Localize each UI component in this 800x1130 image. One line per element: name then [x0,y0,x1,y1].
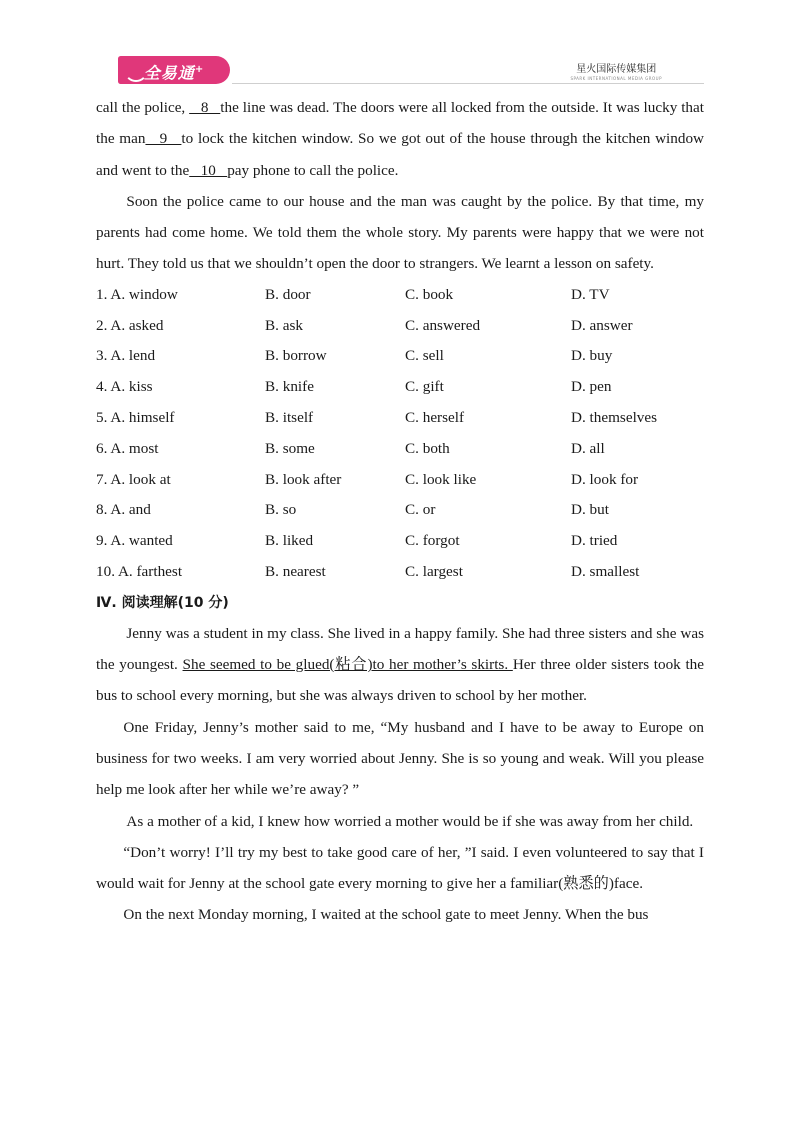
reading-paragraph: “Don’t worry! I’ll try my best to take good care of her, ”I said. I even volunteered to say that I would wait for Jenny at the school gate every morning to give her a familiar(熟悉的)face. [96,843,704,893]
option-row [96,280,704,311]
option-choice: 5. A. himself [96,408,175,426]
option-choice: D. look for [571,470,639,488]
option-choice: B. itself [265,408,314,426]
option-row [96,372,704,403]
option-choice: D. pen [571,378,612,396]
option-choice: C. largest [405,562,463,580]
option-choice: 9. A. wanted [96,532,173,550]
option-choice: C. forgot [405,532,460,550]
page-content [96,92,704,931]
text-run: the line was dead. The doors were all locked from the outside. It was lucky that the man [96,99,704,148]
options-list [96,280,704,588]
option-choice: B. nearest [265,562,326,580]
section-title: Ⅳ. 阅读理解(10 分) [96,594,229,611]
option-choice: D. but [571,501,609,519]
option-choice: D. answer [571,316,633,334]
publisher-mark [570,60,662,81]
option-choice: 7. A. look at [96,470,171,488]
reading-paragraph [96,618,704,712]
option-row [96,557,704,588]
option-choice: C. book [405,285,454,303]
option-choice: B. liked [265,532,314,550]
swoosh-icon [124,58,148,82]
text-run: to lock the kitchen window. So we got out of the house through the kitchen window and went to the [96,130,704,179]
passage-paragraph [96,92,704,186]
option-choice: D. smallest [571,562,640,580]
option-row [96,403,704,434]
option-row [96,526,704,557]
option-choice: C. answered [405,316,481,334]
underlined-sentence: She seemed to be glued(粘合)to her mother’s skirts. [182,656,513,674]
logo-text: 全易通 [143,63,195,83]
option-choice: C. both [405,439,450,457]
option-choice: 4. A. kiss [96,378,153,396]
option-row [96,434,704,465]
text-run: Her three older sisters took the bus to school every morning, but she was always driven to school by her mother. [96,656,704,705]
option-choice: B. look after [265,470,342,488]
reading-paragraph: As a mother of a kid, I knew how worried a mother would be if she was away from her child. [126,812,694,830]
option-row [96,495,704,526]
header-divider [232,83,704,84]
publisher-subtitle: SPARK INTERNATIONAL MEDIA GROUP [570,76,662,81]
option-choice: B. so [265,501,297,519]
option-row [96,311,704,342]
reading-paragraph: On the next Monday morning, I waited at the school gate to meet Jenny. When the bus [123,906,649,924]
blank-9: 9 [145,130,182,148]
option-row [96,465,704,496]
option-choice: C. gift [405,378,444,396]
option-row [96,341,704,372]
passage-paragraph: Soon the police came to our house and the man was caught by the police. By that time, my parents had come home. We told them the whole story. My parents were happy that we were not hurt. They told us that we shouldn’t open the door to strangers. We learnt a lesson on safety. [96,192,704,273]
blank-10: 10 [189,161,228,179]
publisher-name: 星火国际传媒集团 [576,64,657,75]
option-choice: C. sell [405,347,444,365]
option-choice: 3. A. lend [96,347,156,365]
option-choice: C. herself [405,408,465,426]
option-choice: B. borrow [265,347,327,365]
blank-8: 8 [189,99,221,116]
option-choice: D. themselves [571,408,658,426]
text-run: Jenny was a student in my class. She lived in a happy family. She had three sisters and she was the youngest. [96,624,704,674]
option-choice: B. ask [265,316,303,334]
option-choice: B. some [265,439,315,457]
plus-icon: + [194,64,205,75]
reading-paragraph: One Friday, Jenny’s mother said to me, “My husband and I have to be away to Europe on business for two weeks. I am very worried about Jenny. She is so young and weak. Will you please help me look after her while we’re away? ” [96,718,704,799]
option-choice: 6. A. most [96,439,159,457]
option-choice: D. all [571,439,605,457]
option-choice: C. look like [405,470,477,488]
option-choice: D. buy [571,347,613,365]
text-run: call the police, [96,99,190,116]
option-choice: D. TV [571,285,610,303]
option-choice: C. or [405,501,436,519]
option-choice: 10. A. farthest [96,562,183,580]
option-choice: 8. A. and [96,501,151,519]
option-choice: B. door [265,285,311,303]
option-choice: D. tried [571,532,618,550]
option-choice: 1. A. window [96,285,178,303]
brand-logo [118,56,230,84]
page-header [118,56,704,86]
option-choice: 2. A. asked [96,316,164,334]
text-run: pay phone to call the police. [227,161,399,179]
option-choice: B. knife [265,378,314,396]
